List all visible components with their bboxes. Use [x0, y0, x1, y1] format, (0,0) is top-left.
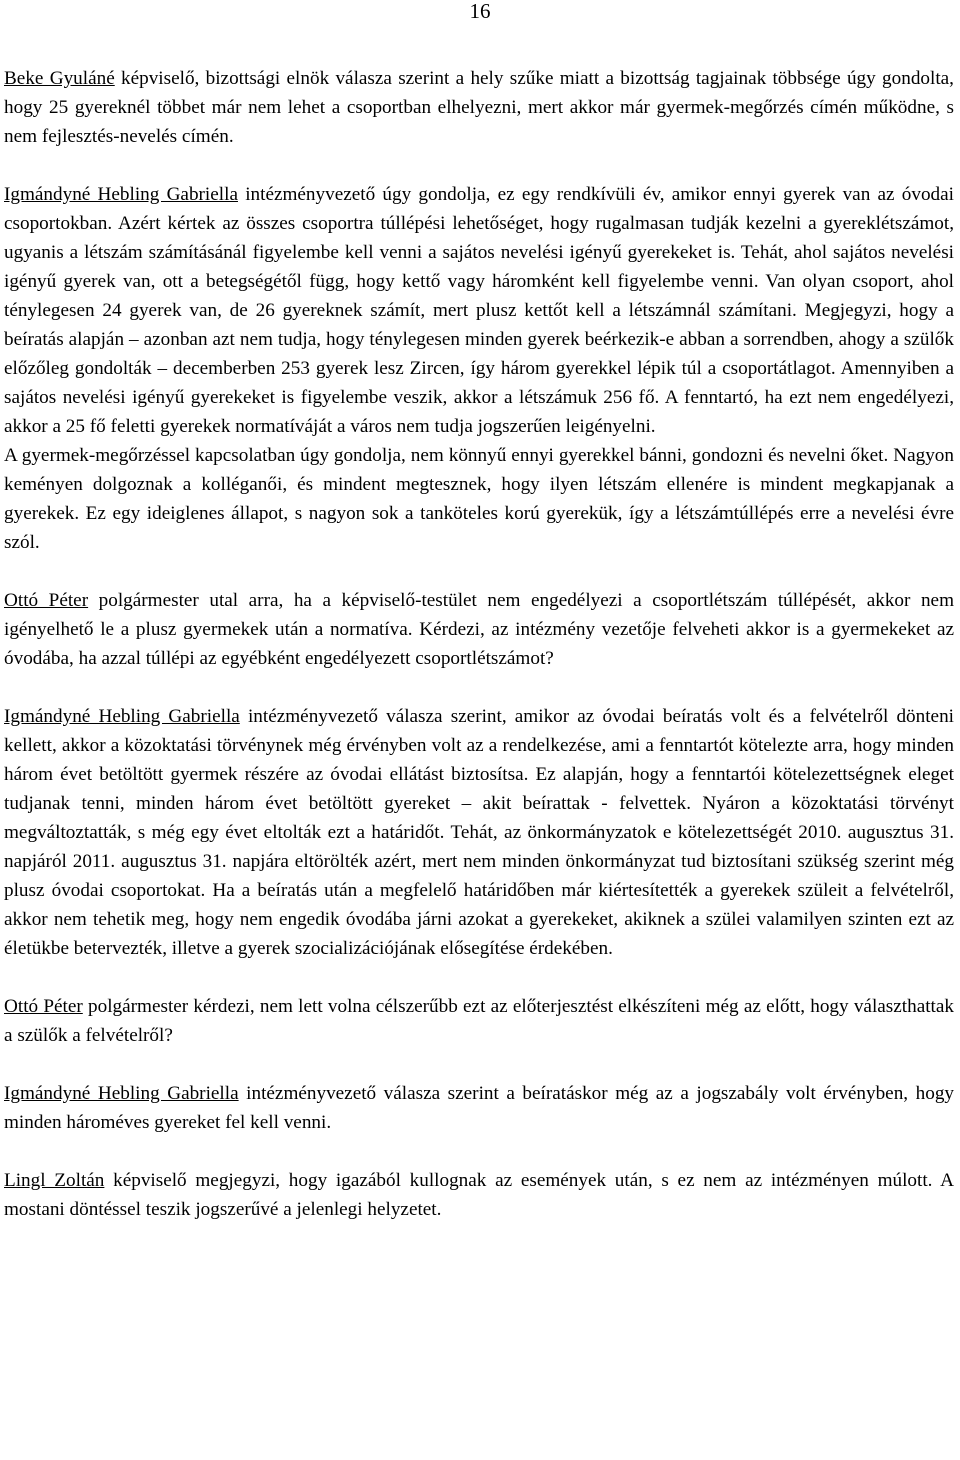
paragraph-text: A gyermek-megőrzéssel kapcsolatban úgy gondolja, nem könnyű ennyi gyerekkel bánni, gondozni és nevelni őket. Nagyon keményen dolgoznak a kolléganői, és mindent megtesznek, hogy ilyen létszám ellenére is mindent megkapjanak a gyerekek. Ez egy ideiglenes állapot, s nagyon sok a tanköteles korú gyerekük, így a létszámtúllépés erre a nevelési évre szól.	[4, 445, 954, 553]
paragraph-otto-peter-1	[4, 586, 954, 673]
paragraph-beke-gyulane	[4, 64, 954, 151]
paragraph-lingl-zoltan	[4, 1166, 954, 1224]
paragraph-text: intézményvezető válasza szerint, amikor az óvodai beíratás volt és a felvételről dönteni kellett, akkor a közoktatási törvénynek még érvényben volt az a rendelkezése, ami a fenntartót kötelezte arra, hogy minden három évet betöltött gyermek részére az óvodai ellátást biztosítsa. Ez alapján, hogy a fenntartói kötelezettségnek eleget tudjanak tenni, minden három évet betöltött gyereket – akit beírattak - felvettek. Nyáron a közoktatási törvényt megváltoztatták, s még egy évet eltolták ezt a határidőt. Tehát, az önkormányzatok e kötelezettségét 2010. augusztus 31. napjáról 2011. augusztus 31. napjára eltörölték azért, mert nem minden önkormányzat tud biztosítani szükség szerint még plusz óvodai csoportokat. Ha a beíratás után a megfelelő határidőben már kiértesítették a gyerekek szüleit a felvételről, akkor nem tehetik meg, hogy nem engedik óvodába járni azokat a gyerekeket, akiknek a szülei valamilyen szinten ezt az életükbe betervezték, illetve a gyerek szocializációjának elősegítése érdekében.	[4, 706, 954, 959]
speaker-name: Igmándyné Hebling Gabriella	[4, 184, 238, 205]
paragraph-text: képviselő, bizottsági elnök válasza szerint a hely szűke miatt a bizottság tagjainak többsége úgy gondolta, hogy 25 gyereknél többet már nem lehet a csoportban elhelyezni, mert akkor már gyermek-megőrzés címén működne, s nem fejlesztés-nevelés címén.	[4, 68, 954, 147]
speaker-name: Ottó Péter	[4, 996, 83, 1017]
paragraph-text: képviselő megjegyzi, hogy igazából kullognak az események után, s ez nem az intézményen múlott. A mostani döntéssel teszik jogszerűvé a jelenlegi helyzetet.	[4, 1170, 954, 1220]
speaker-name: Igmándyné Hebling Gabriella	[4, 1083, 239, 1104]
speaker-name: Ottó Péter	[4, 590, 89, 611]
paragraph-otto-peter-2	[4, 992, 954, 1050]
page-number: 16	[469, 0, 491, 23]
speaker-name: Beke Gyuláné	[4, 68, 115, 89]
paragraph-text: intézményvezető úgy gondolja, ez egy rendkívüli év, amikor ennyi gyerek van az óvodai csoportokban. Azért kértek az összes csoportra túllépési lehetőséget, hogy rugalmasan tudják kezelni a gyereklétszámot, ugyanis a létszám számításánál figyelembe kell venni a sajátos nevelési igényű gyerekeket is. Tehát, ahol sajátos nevelési igényű gyerek van, ott a betegségétől függ, hogy kettő vagy háromként kell figyelembe venni. Van olyan csoport, ahol ténylegesen 24 gyerek van, de 26 gyereknek számít, mert plusz kettőt kell a létszámnál számítani. Megjegyzi, hogy a beíratás alapján – azonban azt nem tudja, hogy ténylegesen minden gyerek beérkezik-e abban a sorrendben, ahogy a szülők előzőleg gondolták – decemberben 253 gyerek lesz Zircen, így három gyerekkel lépik túl a csoportátlagot. Amennyiben a sajátos nevelési igényű gyerekeket is figyelembe veszik, akkor a létszámuk 256 fő. A fenntartó, ha ezt nem engedélyezi, akkor a 25 fő feletti gyerekek normatíváját a város nem tudja jogszerűen leigényelni.	[4, 184, 954, 437]
paragraph-igmandyne-2	[4, 702, 954, 963]
paragraph-igmandyne-1	[4, 180, 954, 441]
paragraph-gyermek-megorzes	[4, 441, 954, 557]
speaker-name: Lingl Zoltán	[4, 1170, 105, 1191]
paragraph-igmandyne-3	[4, 1079, 954, 1137]
paragraph-text: polgármester kérdezi, nem lett volna célszerűbb ezt az előterjesztést elkészíteni még az előtt, hogy választhattak a szülők a felvételről?	[4, 996, 954, 1046]
document-body	[4, 64, 954, 1253]
speaker-name: Igmándyné Hebling Gabriella	[4, 706, 240, 727]
paragraph-text: intézményvezető válasza szerint a beíratáskor még az a jogszabály volt érvényben, hogy minden hároméves gyereket fel kell venni.	[4, 1083, 955, 1133]
paragraph-text: polgármester utal arra, ha a képviselő-testület nem engedélyezi a csoportlétszám túllépését, akkor nem igényelhető le a plusz gyermekek után a normatíva. Kérdezi, az intézmény vezetője felveheti akkor is a gyermekeket az óvodába, ha azzal túllépi az egyébként engedélyezett csoportlétszámot?	[4, 590, 954, 669]
